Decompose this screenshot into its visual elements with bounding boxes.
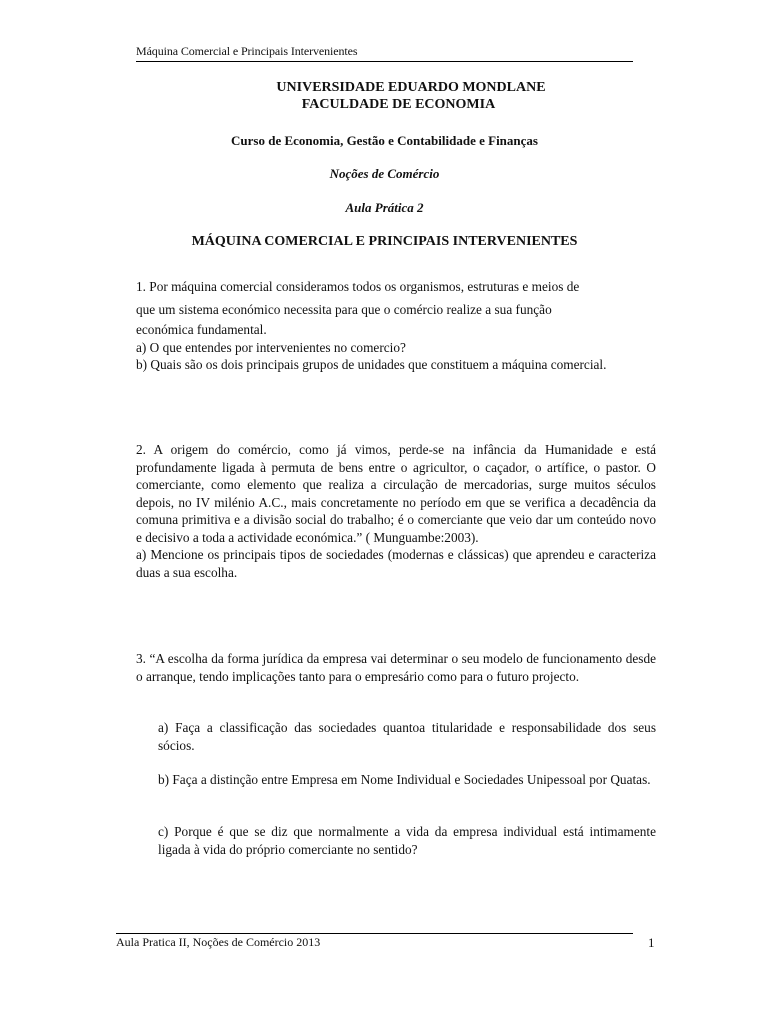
question-1-line-2: que um sistema económico necessita para que o comércio realize a sua função [136,302,552,317]
question-2 [136,441,656,581]
lesson-title: Aula Prática 2 [345,200,424,215]
subject-name: Noções de Comércio [329,166,440,181]
question-3-intro: 3. “A escolha da forma jurídica da empresa vai determinar o seu modelo de funcionamento desde o arranque, tendo implicações tanto para o empresário como para o futuro projecto. [136,651,656,684]
question-1-a: a) O que entendes por intervenientes no comercio? [136,339,406,355]
question-3-c: c) Porque é que se diz que normalmente a vida da empresa individual está intimamente ligada à vida do próprio comerciante no sentido? [158,824,656,857]
faculty-name: FACULDADE DE ECONOMIA [301,97,496,112]
running-header: Máquina Comercial e Principais Intervenientes [136,44,358,58]
footer-rule [116,933,633,934]
university-name: UNIVERSIDADE EDUARDO MONDLANE [276,80,546,95]
question-3 [136,650,656,685]
document-title: MÁQUINA COMERCIAL E PRINCIPAIS INTERVENIENTES [191,234,578,249]
question-3-a: a) Faça a classificação das sociedades quantoa titularidade e responsabilidade dos seus sócios. [158,720,656,753]
footer-text: Aula Pratica II, Noções de Comércio 2013 [116,935,321,949]
header-rule [136,61,633,62]
question-1-line-3: económica fundamental. [136,322,267,337]
question-2-intro: 2. A origem do comércio, como já vimos, perde-se na infância da Humanidade e está profundamente ligada à permuta de bens entre o agricultor, o caçador, o artífice, o pastor. O comerciante, como elemento que realiza a circulação de mercadorias, surge muitos séculos depois, no IV milénio A.C., mais concretamente no período em que se verifica a decadência da comuna primitiva e a divisão social do trabalho; é o comerciante que veio dar um conteúdo novo e decisivo a toda a actividade económica.” ( Munguambe:2003). [136,442,656,545]
question-1 [136,275,656,374]
page-number: 1 [648,935,655,950]
question-1-line-1: 1. Por máquina comercial consideramos todos os organismos, estruturas e meios de [136,279,580,294]
question-1-b: b) Quais são os dois principais grupos de unidades que constituem a máquina comercial. [136,357,607,372]
course-name: Curso de Economia, Gestão e Contabilidade e Finanças [231,133,538,148]
question-2-a: a) Mencione os principais tipos de sociedades (modernas e clássicas) que aprendeu e caracteriza duas a sua escolha. [136,547,656,580]
question-3-b: b) Faça a distinção entre Empresa em Nome Individual e Sociedades Unipessoal por Quatas. [158,772,651,787]
